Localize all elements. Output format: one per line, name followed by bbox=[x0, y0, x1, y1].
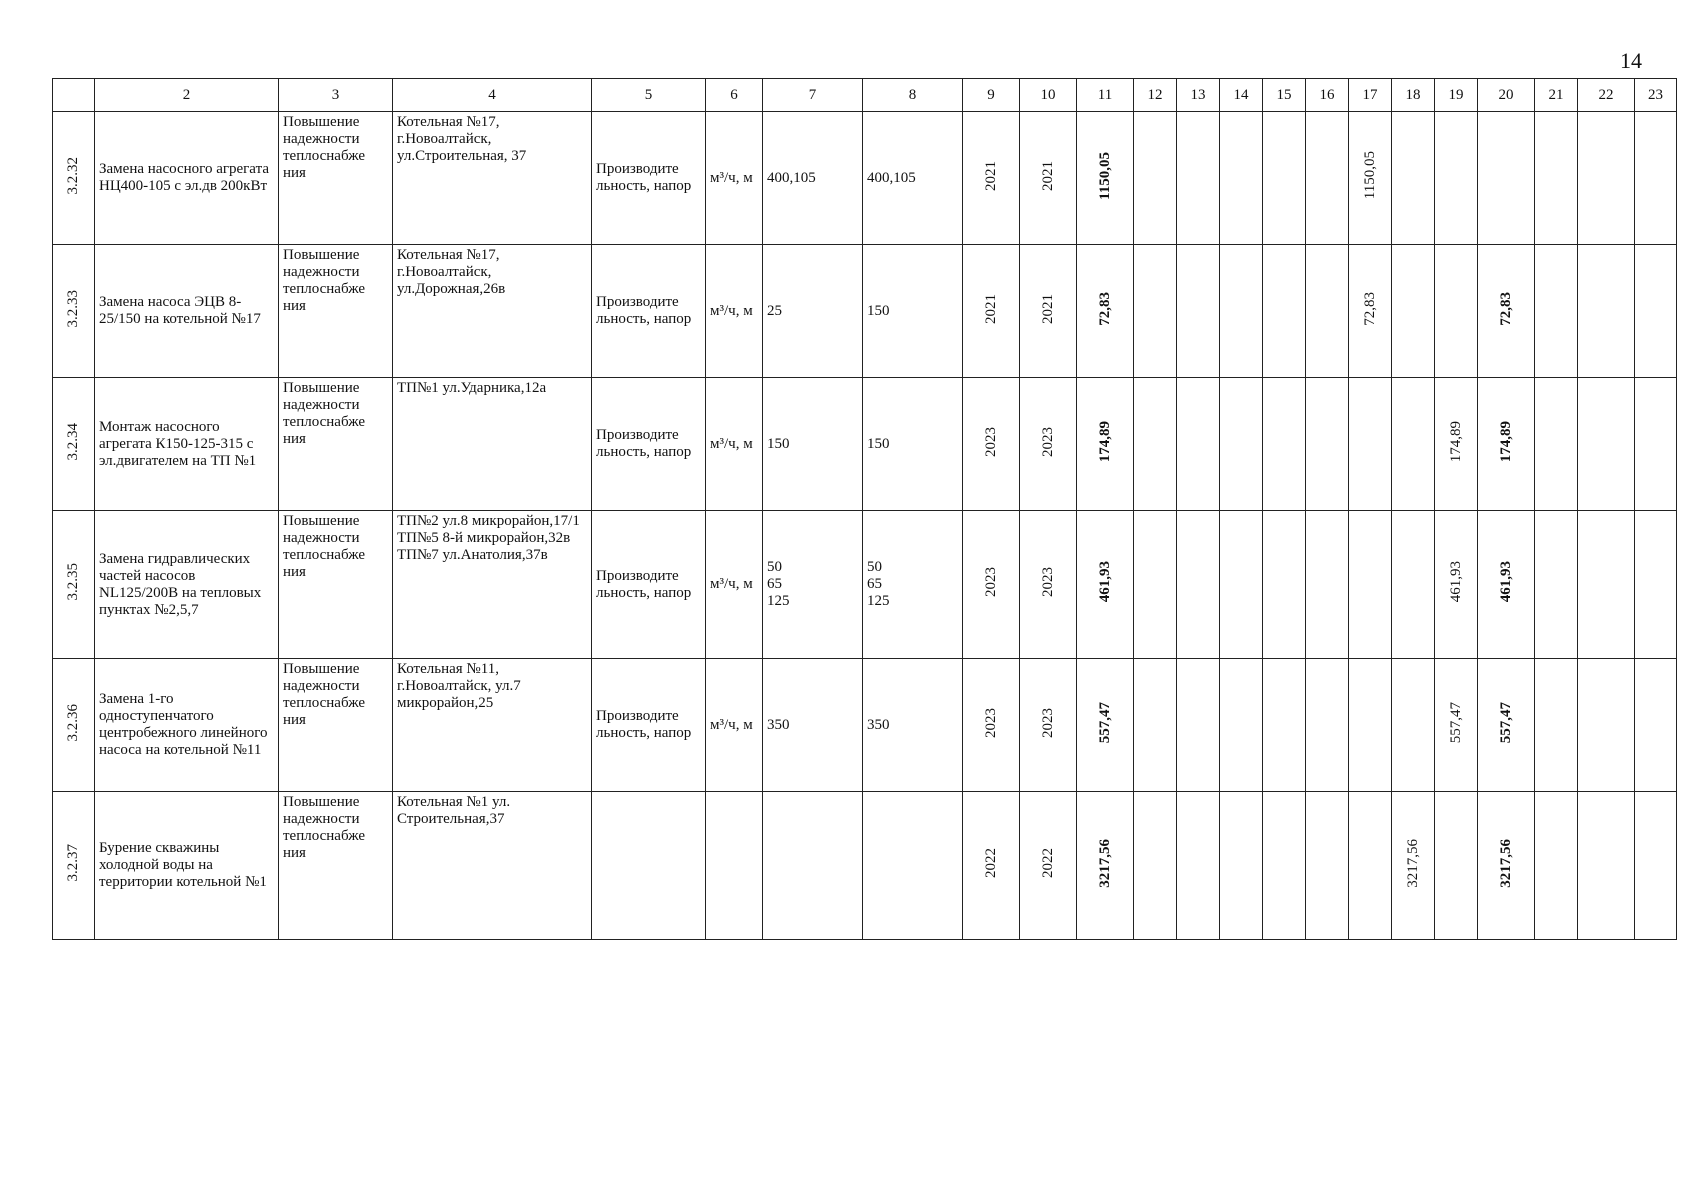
cell-value-id: 3.2.33 bbox=[65, 289, 81, 328]
cell-c19 bbox=[1435, 378, 1478, 511]
empty-cell bbox=[1635, 659, 1677, 792]
column-header: 18 bbox=[1392, 79, 1435, 112]
cell-c20 bbox=[1478, 659, 1535, 792]
column-header: 10 bbox=[1020, 79, 1077, 112]
cell-v7: 50 65 125 bbox=[763, 511, 863, 659]
column-header: 20 bbox=[1478, 79, 1535, 112]
empty-cell bbox=[1177, 511, 1220, 659]
cell-param bbox=[592, 792, 706, 940]
cell-value-c20: 461,93 bbox=[1497, 561, 1514, 603]
cell-param: Производите льность, напор bbox=[592, 659, 706, 792]
column-header: 9 bbox=[963, 79, 1020, 112]
cell-y9 bbox=[963, 659, 1020, 792]
cell-value-c17: 72,83 bbox=[1361, 291, 1378, 326]
empty-cell bbox=[1306, 112, 1349, 245]
cell-unit: м³/ч, м bbox=[706, 378, 763, 511]
cell-v8: 150 bbox=[863, 245, 963, 378]
table-row bbox=[53, 511, 1677, 659]
cell-value-y9: 2021 bbox=[982, 160, 999, 191]
cell-c17 bbox=[1349, 112, 1392, 245]
cell-value-y10: 2023 bbox=[1039, 707, 1056, 738]
empty-cell bbox=[1306, 245, 1349, 378]
empty-cell bbox=[1263, 378, 1306, 511]
cell-y10 bbox=[1020, 659, 1077, 792]
cell-c17 bbox=[1349, 245, 1392, 378]
cell-id bbox=[53, 112, 95, 245]
empty-cell bbox=[1306, 659, 1349, 792]
cell-total bbox=[1077, 378, 1134, 511]
cell-c17 bbox=[1349, 378, 1392, 511]
empty-cell bbox=[1535, 245, 1578, 378]
column-header: 7 bbox=[763, 79, 863, 112]
cell-name: Монтаж насосного агрегата К150-125-315 с эл.двигателем на ТП №1 bbox=[95, 378, 279, 511]
cell-purpose: Повышение надежности теплоснабже ния bbox=[279, 378, 393, 511]
cell-c20 bbox=[1478, 792, 1535, 940]
cell-name: Замена насоса ЭЦВ 8-25/150 на котельной №17 bbox=[95, 245, 279, 378]
cell-value-total: 1150,05 bbox=[1096, 151, 1113, 200]
cell-value-y10: 2022 bbox=[1039, 848, 1056, 878]
column-header: 16 bbox=[1306, 79, 1349, 112]
cell-value-id: 3.2.34 bbox=[65, 422, 81, 461]
empty-cell bbox=[1263, 112, 1306, 245]
empty-cell bbox=[1177, 792, 1220, 940]
cell-v7 bbox=[763, 792, 863, 940]
column-header: 23 bbox=[1635, 79, 1677, 112]
cell-v7: 150 bbox=[763, 378, 863, 511]
cell-c17 bbox=[1349, 659, 1392, 792]
investment-table bbox=[52, 78, 1677, 940]
cell-purpose: Повышение надежности теплоснабже ния bbox=[279, 511, 393, 659]
empty-cell bbox=[1220, 245, 1263, 378]
cell-purpose: Повышение надежности теплоснабже ния bbox=[279, 112, 393, 245]
empty-cell bbox=[1578, 659, 1635, 792]
empty-cell bbox=[1134, 511, 1177, 659]
page-number: 14 bbox=[1620, 48, 1642, 73]
empty-cell bbox=[1220, 659, 1263, 792]
cell-value-y10: 2023 bbox=[1039, 567, 1056, 597]
empty-cell bbox=[1306, 792, 1349, 940]
column-header: 12 bbox=[1134, 79, 1177, 112]
cell-purpose: Повышение надежности теплоснабже ния bbox=[279, 792, 393, 940]
cell-c17 bbox=[1349, 511, 1392, 659]
cell-v8: 50 65 125 bbox=[863, 511, 963, 659]
column-header: 22 bbox=[1578, 79, 1635, 112]
cell-value-c18: 3217,56 bbox=[1404, 838, 1421, 888]
cell-c20 bbox=[1478, 511, 1535, 659]
cell-total bbox=[1077, 245, 1134, 378]
empty-cell bbox=[1635, 792, 1677, 940]
cell-purpose: Повышение надежности теплоснабже ния bbox=[279, 659, 393, 792]
cell-value-id: 3.2.32 bbox=[65, 156, 81, 195]
cell-value-y9: 2023 bbox=[982, 567, 999, 597]
empty-cell bbox=[1134, 792, 1177, 940]
empty-cell bbox=[1220, 112, 1263, 245]
cell-y9 bbox=[963, 792, 1020, 940]
cell-c19 bbox=[1435, 511, 1478, 659]
empty-cell bbox=[1578, 112, 1635, 245]
cell-value-c19: 461,93 bbox=[1447, 561, 1464, 603]
column-header bbox=[53, 79, 95, 112]
cell-unit bbox=[706, 792, 763, 940]
cell-value-total: 174,89 bbox=[1096, 420, 1113, 463]
empty-cell bbox=[1263, 792, 1306, 940]
cell-y10 bbox=[1020, 112, 1077, 245]
column-header: 13 bbox=[1177, 79, 1220, 112]
cell-value-y9: 2021 bbox=[982, 293, 999, 324]
cell-v7: 25 bbox=[763, 245, 863, 378]
empty-cell bbox=[1306, 378, 1349, 511]
cell-value-y9: 2023 bbox=[982, 426, 999, 457]
cell-purpose: Повышение надежности теплоснабже ния bbox=[279, 245, 393, 378]
empty-cell bbox=[1177, 659, 1220, 792]
cell-c18 bbox=[1392, 112, 1435, 245]
cell-c18 bbox=[1392, 511, 1435, 659]
cell-id bbox=[53, 792, 95, 940]
cell-c18 bbox=[1392, 378, 1435, 511]
cell-name: Замена гидравлических частей насосов NL125/200В на тепловых пунктах №2,5,7 bbox=[95, 511, 279, 659]
cell-value-total: 72,83 bbox=[1096, 291, 1113, 326]
column-header: 21 bbox=[1535, 79, 1578, 112]
table-row bbox=[53, 112, 1677, 245]
cell-y9 bbox=[963, 511, 1020, 659]
cell-v7: 400,105 bbox=[763, 112, 863, 245]
cell-param: Производите льность, напор bbox=[592, 378, 706, 511]
table-row bbox=[53, 378, 1677, 511]
cell-id bbox=[53, 378, 95, 511]
cell-y10 bbox=[1020, 792, 1077, 940]
cell-y10 bbox=[1020, 245, 1077, 378]
cell-value-c20: 72,83 bbox=[1497, 291, 1514, 326]
cell-v8: 400,105 bbox=[863, 112, 963, 245]
cell-value-y10: 2021 bbox=[1039, 293, 1056, 324]
column-header: 15 bbox=[1263, 79, 1306, 112]
cell-location: Котельная №17, г.Новоалтайск, ул.Строительная, 37 bbox=[393, 112, 592, 245]
cell-location: ТП№2 ул.8 микрорайон,17/1 ТП№5 8-й микрорайон,32в ТП№7 ул.Анатолия,37в bbox=[393, 511, 592, 659]
empty-cell bbox=[1177, 378, 1220, 511]
empty-cell bbox=[1220, 792, 1263, 940]
empty-cell bbox=[1134, 659, 1177, 792]
empty-cell bbox=[1177, 245, 1220, 378]
empty-cell bbox=[1635, 378, 1677, 511]
cell-value-y10: 2023 bbox=[1039, 426, 1056, 457]
cell-c20 bbox=[1478, 378, 1535, 511]
cell-value-c20: 557,47 bbox=[1497, 701, 1514, 744]
column-header: 19 bbox=[1435, 79, 1478, 112]
cell-value-id: 3.2.35 bbox=[65, 563, 81, 601]
cell-total bbox=[1077, 112, 1134, 245]
empty-cell bbox=[1578, 792, 1635, 940]
table-row bbox=[53, 245, 1677, 378]
empty-cell bbox=[1578, 245, 1635, 378]
header-row bbox=[53, 79, 1677, 112]
cell-y10 bbox=[1020, 511, 1077, 659]
cell-value-c19: 174,89 bbox=[1447, 420, 1464, 463]
empty-cell bbox=[1220, 378, 1263, 511]
cell-y9 bbox=[963, 378, 1020, 511]
table-row bbox=[53, 792, 1677, 940]
cell-value-total: 3217,56 bbox=[1096, 838, 1113, 888]
cell-unit: м³/ч, м bbox=[706, 511, 763, 659]
cell-c19 bbox=[1435, 659, 1478, 792]
empty-cell bbox=[1220, 511, 1263, 659]
cell-c18 bbox=[1392, 792, 1435, 940]
empty-cell bbox=[1535, 378, 1578, 511]
empty-cell bbox=[1306, 511, 1349, 659]
cell-location: Котельная №1 ул. Строительная,37 bbox=[393, 792, 592, 940]
cell-id bbox=[53, 659, 95, 792]
empty-cell bbox=[1263, 245, 1306, 378]
cell-id bbox=[53, 511, 95, 659]
cell-value-c19: 557,47 bbox=[1447, 701, 1464, 744]
cell-value-total: 557,47 bbox=[1096, 701, 1113, 744]
cell-c17 bbox=[1349, 792, 1392, 940]
cell-value-total: 461,93 bbox=[1096, 561, 1113, 603]
cell-id bbox=[53, 245, 95, 378]
column-header: 2 bbox=[95, 79, 279, 112]
cell-y10 bbox=[1020, 378, 1077, 511]
empty-cell bbox=[1635, 112, 1677, 245]
cell-total bbox=[1077, 511, 1134, 659]
cell-param: Производите льность, напор bbox=[592, 245, 706, 378]
cell-c19 bbox=[1435, 112, 1478, 245]
empty-cell bbox=[1134, 112, 1177, 245]
empty-cell bbox=[1263, 659, 1306, 792]
cell-total bbox=[1077, 659, 1134, 792]
cell-value-y10: 2021 bbox=[1039, 160, 1056, 191]
column-header: 6 bbox=[706, 79, 763, 112]
column-header: 5 bbox=[592, 79, 706, 112]
cell-name: Бурение скважины холодной воды на территории котельной №1 bbox=[95, 792, 279, 940]
cell-c20 bbox=[1478, 245, 1535, 378]
empty-cell bbox=[1635, 245, 1677, 378]
column-header: 3 bbox=[279, 79, 393, 112]
cell-c19 bbox=[1435, 792, 1478, 940]
empty-cell bbox=[1635, 511, 1677, 659]
cell-name: Замена насосного агрегата НЦ400-105 с эл.дв 200кВт bbox=[95, 112, 279, 245]
cell-unit: м³/ч, м bbox=[706, 659, 763, 792]
empty-cell bbox=[1263, 511, 1306, 659]
empty-cell bbox=[1535, 792, 1578, 940]
cell-value-c17: 1150,05 bbox=[1361, 151, 1378, 200]
cell-value-y9: 2023 bbox=[982, 707, 999, 738]
cell-unit: м³/ч, м bbox=[706, 112, 763, 245]
cell-param: Производите льность, напор bbox=[592, 112, 706, 245]
cell-v7: 350 bbox=[763, 659, 863, 792]
empty-cell bbox=[1134, 378, 1177, 511]
cell-v8: 350 bbox=[863, 659, 963, 792]
column-header: 11 bbox=[1077, 79, 1134, 112]
cell-unit: м³/ч, м bbox=[706, 245, 763, 378]
empty-cell bbox=[1177, 112, 1220, 245]
empty-cell bbox=[1535, 112, 1578, 245]
table-row bbox=[53, 659, 1677, 792]
cell-v8 bbox=[863, 792, 963, 940]
cell-total bbox=[1077, 792, 1134, 940]
cell-name: Замена 1-го одноступенчатого центробежного линейного насоса на котельной №11 bbox=[95, 659, 279, 792]
cell-value-id: 3.2.36 bbox=[65, 703, 81, 742]
cell-location: Котельная №17, г.Новоалтайск, ул.Дорожная,26в bbox=[393, 245, 592, 378]
empty-cell bbox=[1578, 511, 1635, 659]
cell-param: Производите льность, напор bbox=[592, 511, 706, 659]
cell-value-y9: 2022 bbox=[982, 848, 999, 878]
cell-c18 bbox=[1392, 245, 1435, 378]
empty-cell bbox=[1134, 245, 1177, 378]
empty-cell bbox=[1535, 511, 1578, 659]
empty-cell bbox=[1535, 659, 1578, 792]
cell-v8: 150 bbox=[863, 378, 963, 511]
column-header: 17 bbox=[1349, 79, 1392, 112]
cell-location: Котельная №11, г.Новоалтайск, ул.7 микрорайон,25 bbox=[393, 659, 592, 792]
cell-y9 bbox=[963, 112, 1020, 245]
cell-c18 bbox=[1392, 659, 1435, 792]
column-header: 8 bbox=[863, 79, 963, 112]
cell-value-c20: 174,89 bbox=[1497, 420, 1514, 463]
cell-c19 bbox=[1435, 245, 1478, 378]
cell-value-id: 3.2.37 bbox=[65, 844, 81, 882]
column-header: 14 bbox=[1220, 79, 1263, 112]
cell-c20 bbox=[1478, 112, 1535, 245]
column-header: 4 bbox=[393, 79, 592, 112]
cell-location: ТП№1 ул.Ударника,12а bbox=[393, 378, 592, 511]
cell-y9 bbox=[963, 245, 1020, 378]
empty-cell bbox=[1578, 378, 1635, 511]
cell-value-c20: 3217,56 bbox=[1497, 838, 1514, 888]
